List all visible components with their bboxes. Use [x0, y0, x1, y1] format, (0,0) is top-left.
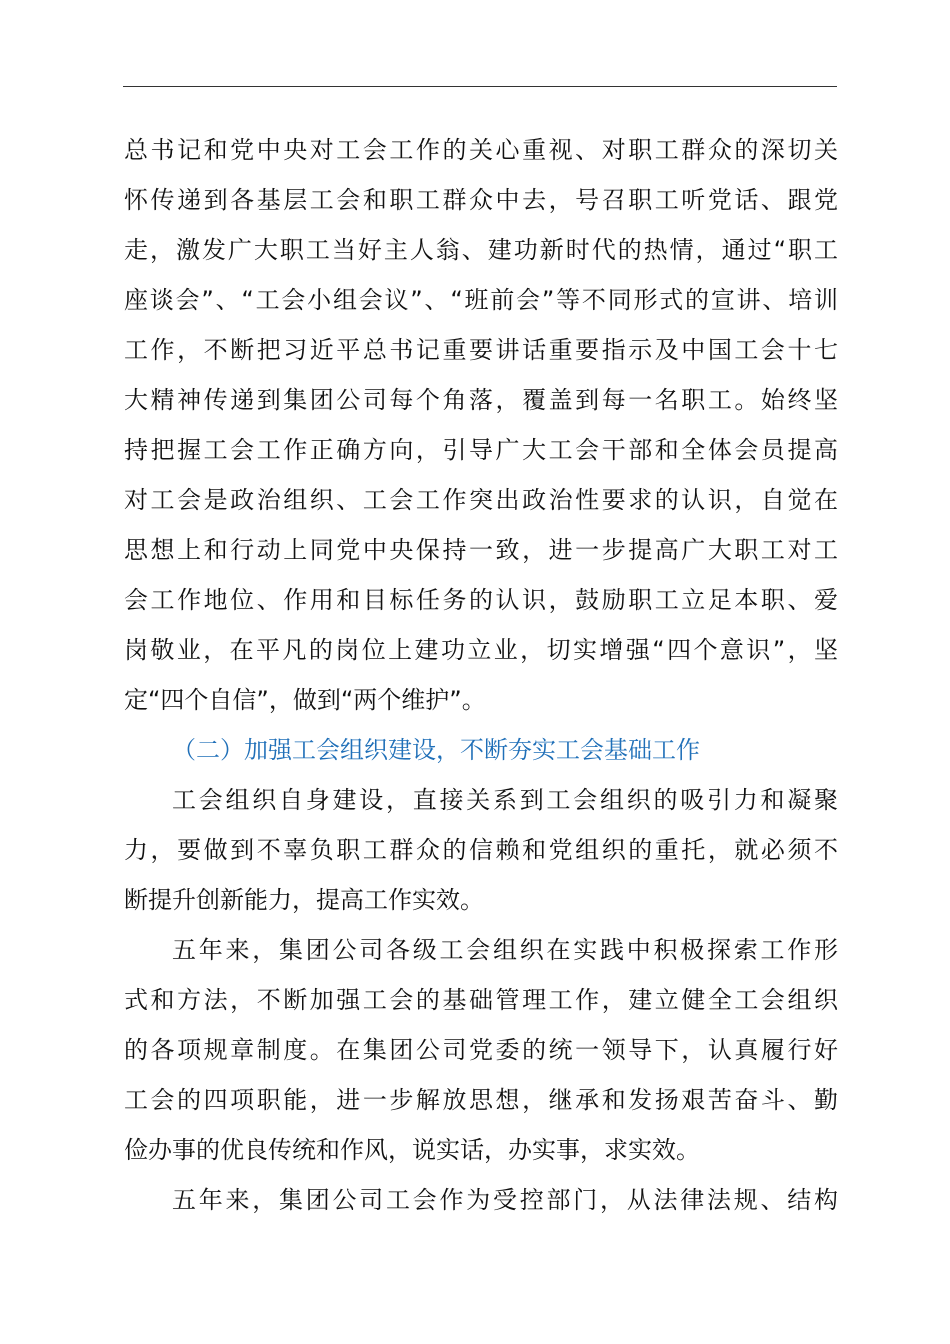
text-line: 怀传递到各基层工会和职工群众中去，号召职工听党话、跟党 [124, 186, 838, 214]
paragraph-line: 式和方法，不断加强工会的基础管理工作，建立健全工会组织 [124, 986, 838, 1014]
paragraph-line: 五年来，集团公司各级工会组织在实践中积极探索工作形 [172, 936, 838, 964]
section-heading: （二）加强工会组织建设，不断夯实工会基础工作 [172, 736, 700, 764]
text-line: 定“四个自信”，做到“两个维护”。 [124, 686, 486, 714]
paragraph-line: 的各项规章制度。在集团公司党委的统一领导下，认真履行好 [124, 1036, 838, 1064]
text-line: 总书记和党中央对工会工作的关心重视、对职工群众的深切关 [124, 136, 838, 164]
paragraph-line: 俭办事的优良传统和作风，说实话，办实事，求实效。 [124, 1136, 700, 1164]
body-text [124, 125, 838, 1225]
text-line: 座谈会”、“工会小组会议”、“班前会”等不同形式的宣讲、培训 [124, 286, 838, 314]
header-rule [123, 86, 837, 87]
text-line: 思想上和行动上同党中央保持一致，进一步提高广大职工对工 [124, 536, 838, 564]
text-line: 会工作地位、作用和目标任务的认识，鼓励职工立足本职、爱 [124, 586, 838, 614]
text-line: 走，激发广大职工当好主人翁、建功新时代的热情，通过“职工 [124, 236, 838, 264]
text-line: 岗敬业，在平凡的岗位上建功立业，切实增强“四个意识”，坚 [124, 636, 838, 664]
paragraph-line: 工会的四项职能，进一步解放思想，继承和发扬艰苦奋斗、勤 [124, 1086, 838, 1114]
paragraph-line: 力，要做到不辜负职工群众的信赖和党组织的重托，就必须不 [124, 836, 838, 864]
paragraph-line: 工会组织自身建设，直接关系到工会组织的吸引力和凝聚 [172, 786, 838, 814]
paragraph-line: 五年来，集团公司工会作为受控部门，从法律法规、结构 [172, 1186, 838, 1214]
text-line: 持把握工会工作正确方向，引导广大工会干部和全体会员提高 [124, 436, 838, 464]
text-line: 大精神传递到集团公司每个角落，覆盖到每一名职工。始终坚 [124, 386, 838, 414]
text-line: 工作，不断把习近平总书记重要讲话重要指示及中国工会十七 [124, 336, 838, 364]
text-line: 对工会是政治组织、工会工作突出政治性要求的认识，自觉在 [124, 486, 838, 514]
paragraph-line: 断提升创新能力，提高工作实效。 [124, 886, 484, 914]
